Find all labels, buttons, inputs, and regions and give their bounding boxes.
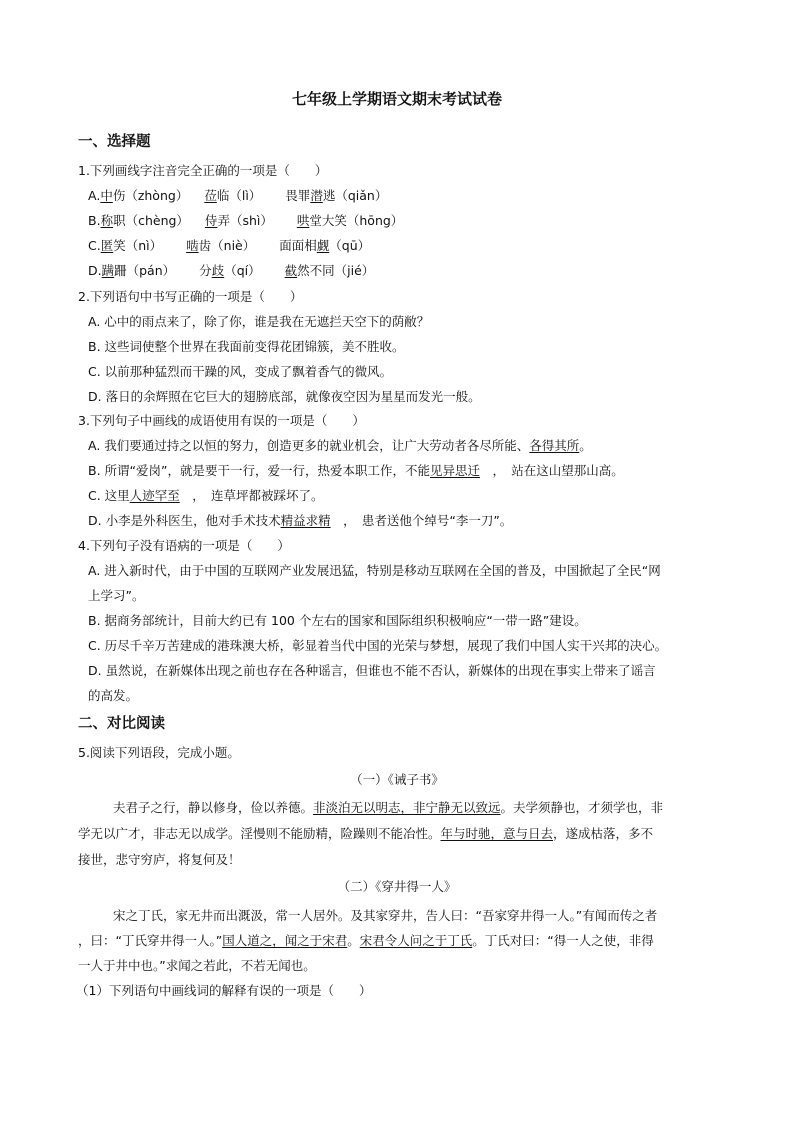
question-4-option-d: D. 虽然说，在新媒体出现之前也存在各种谣言，但谁也不能不否认，新媒体的出现在事实上带来了谣言 <box>88 663 656 678</box>
question-2-option-a: A. 心中的雨点来了，除了你，谁是我在无遮拦天空下的荫敝？ <box>88 314 430 329</box>
question-1-stem: 1.下列画线字注音完全正确的一项是（ ） <box>78 163 328 178</box>
question-5-stem: 5.阅读下列语段，完成小题。 <box>78 745 240 760</box>
question-2-option-c: C. 以前那种猛烈而干躁的风，变成了飘着香气的微风。 <box>88 364 393 379</box>
question-2-option-b: B. 这些词使整个世界在我面前变得花团锦簇，美不胜收。 <box>88 339 405 354</box>
text-1-line-2: 学无以广才，非志无以成学。淫慢则不能励精，险躁则不能冶性。年与时驰，意与日去，遂成枯落，多不 <box>78 826 654 841</box>
question-4-option-b: B. 据商务部统计，目前大约已有 100 个左右的国家和国际组织积极响应“一带一路”建设。 <box>88 613 587 628</box>
question-3-option-c: C. 这里人迹罕至 ， 连草坪都被踩坏了。 <box>88 488 324 503</box>
question-1-option-c: C.匿笑（nì） 啮齿（niè） 面面相觑（qū） <box>88 238 371 253</box>
question-4-option-d-cont: 的高发。 <box>88 688 139 703</box>
section-heading-choice: 一、选择题 <box>78 134 151 150</box>
text-1-line-1: 夫君子之行，静以修身，俭以养德。非淡泊无以明志，非宁静无以致远。夫学须静也，才须学也，非 <box>88 800 664 815</box>
question-2-stem: 2.下列语句中书写正确的一项是（ ） <box>78 289 303 304</box>
question-1-option-d: D.蹒跚（pán） 分歧（qí） 截然不同（jié） <box>88 263 375 278</box>
text-2-line-2: ，曰：“丁氏穿井得一人。”国人道之，闻之于宋君。宋君令人问之于丁氏。丁氏对曰：“得一人之使，非得 <box>78 933 654 948</box>
text-2-title: （二）《穿井得一人》 <box>337 879 457 894</box>
question-3-option-b: B. 所谓“爱岗”，就是要干一行，爱一行，热爱本职工作，不能见异思迁 ， 站在这山望那山高。 <box>88 463 624 478</box>
question-3-stem: 3.下列句子中画线的成语使用有误的一项是（ ） <box>78 413 365 428</box>
text-1-line-3: 接世，悲守穷庐，将复何及！ <box>78 852 241 867</box>
question-4-option-c: C. 历尽千辛万苦建成的港珠澳大桥，彰显着当代中国的光荣与梦想，展现了我们中国人实干兴邦的决心。 <box>88 638 668 653</box>
question-4-stem: 4.下列句子没有语病的一项是（ ） <box>78 538 290 553</box>
page-title: 七年级上学期语文期末考试试卷 <box>291 90 502 108</box>
text-2-line-3: 一人于井中也。”求闻之若此，不若无闻也。 <box>78 958 316 973</box>
question-2-option-d: D. 落日的余辉照在它巨大的翅膀底部，就像夜空因为星星而发光一般。 <box>88 389 481 404</box>
question-4-option-a-cont: 上学习”。 <box>88 588 145 603</box>
text-2-line-1: 宋之丁氏，家无井而出溉汲，常一人居外。及其家穿井，告人曰：“吾家穿井得一人。”有闻而传之者 <box>88 908 658 923</box>
question-3-option-a: A. 我们要通过持之以恒的努力，创造更多的就业机会，让广大劳动者各尽所能、各得其所。 <box>88 438 592 453</box>
question-1-option-a: A.中伤（zhòng） 莅临（lì） 畏罪潜逃（qiǎn） <box>88 188 388 203</box>
question-3-option-d: D. 小李是外科医生，他对手术技术精益求精 ， 患者送他个绰号“李一刀”。 <box>88 513 513 528</box>
section-heading-reading: 二、对比阅读 <box>78 716 165 732</box>
question-4-option-a: A. 进入新时代，由于中国的互联网产业发展迅猛，特别是移动互联网在全国的普及，中国掀起了全民“网 <box>88 563 661 578</box>
question-1-option-b: B.称职（chèng） 侍弄（shì） 哄堂大笑（hōng） <box>88 213 404 228</box>
text-1-title: （一）《诫子书》 <box>350 772 444 787</box>
sub-question-1-stem: （1）下列语句中画线词的解释有误的一项是（ ） <box>76 983 372 998</box>
